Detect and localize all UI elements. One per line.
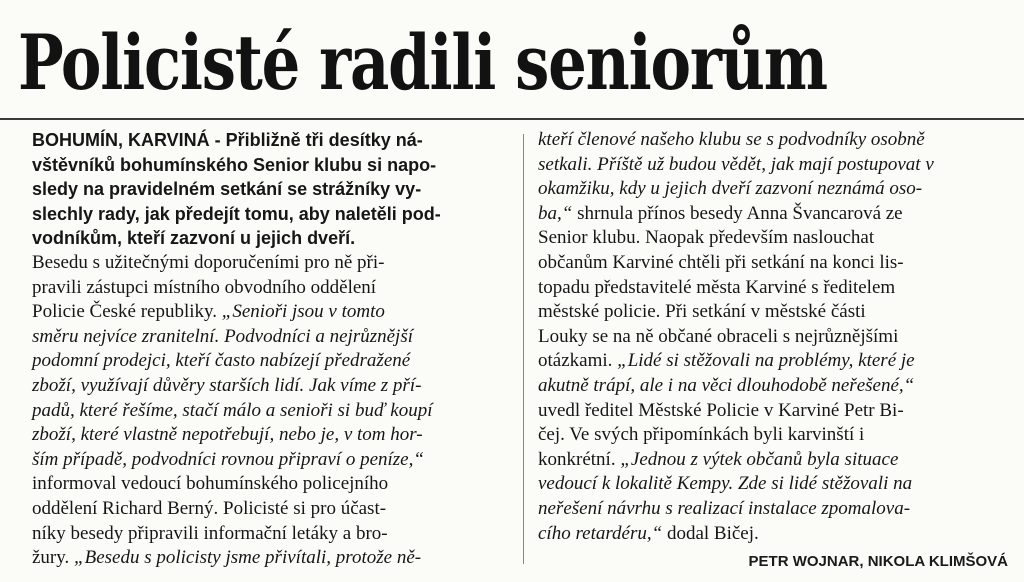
text-line [32,522,388,546]
lead-text: vodníkům, kteří zazvoní u jejich dveří. [32,228,356,249]
quote-text: zboží, využívají důvěry starších lidí. Jak víme z pří- [32,375,422,396]
text-line [538,251,904,275]
body-text: shrnula přínos besedy Anna Švancarová ze [572,202,903,224]
quote-text: zboží, které vlastně nepotřebují, nebo je, v tom hor- [32,424,423,446]
lead-text: BOHUMÍN, KARVINÁ - Přibližně tři desítky ná- [32,130,423,150]
quote-text: setkali. Příště už budou vědět, jak mají postupovat v [538,153,934,175]
body-text: konkrétní. [538,448,621,470]
body-text: městské policie. Při setkání v městské části [538,301,866,323]
text-line [32,153,436,177]
text-line [32,349,410,373]
quote-text: okamžiku, kdy u jejich dveří zazvoní neznámá oso- [538,178,923,200]
text-line [32,202,441,226]
text-line [32,177,421,201]
quote-text: ba,“ [538,202,573,224]
text-line [32,325,413,349]
text-line [538,300,866,324]
body-text: topadu představitelé města Karviné s ředitelem [538,276,896,298]
column-divider [523,134,524,564]
text-line [538,177,922,201]
quote-text: „Besedu s policisty jsme přivítali, protože ně- [74,547,422,569]
quote-text: ším případě, podvodníci rovnou připraví o peníze,“ [32,448,424,470]
text-line [538,202,903,226]
body-text: Policie České republiky. [32,301,222,323]
body-text: Besedu s užitečnými doporučeními pro ně při- [32,252,385,273]
body-text: občanům Karviné chtěli při setkání na konci lis- [538,252,904,273]
body-text: Senior klubu. Naopak především naslouchat [538,227,875,249]
body-text: čej. Ve svých připomínkách byli karvinští i [538,424,865,446]
text-line [32,226,355,250]
text-line [32,276,376,300]
quote-text: cího retardéru,“ [538,522,663,544]
body-text: dodal Bičej. [662,522,759,544]
body-text: informoval vedoucí bohumínského policejního [32,473,389,495]
text-line [538,423,864,447]
text-line [32,399,432,423]
body-text: uvedl ředitel Městské Policie v Karviné Petr Bi- [538,399,904,421]
quote-text: padů, které řešíme, stačí málo a senioři si buď koupí [32,399,433,421]
text-line [538,497,910,521]
text-line [32,448,424,472]
quote-text: vedoucí k lokalitě Kempy. Zde si lidé stěžovali na [538,473,913,495]
text-line [32,423,423,447]
lead-text: slechly rady, jak předejít tomu, aby naletěli pod- [32,203,441,224]
quote-text: kteří členové našeho klubu se s podvodníky osobně [538,129,925,150]
quote-text: „Lidé si stěžovali na problémy, které je [617,350,915,372]
body-text: žury. [32,547,75,569]
quote-text: „Jednou z výtek občanů byla situace [620,448,899,470]
text-line [32,546,421,570]
text-line [538,128,925,152]
text-line [538,276,895,300]
quote-text: směru nejvíce zranitelní. [32,325,220,347]
body-text: otázkami. [538,350,618,372]
text-line [538,374,914,398]
quote-text: podomní prodejci, kteří často nabízejí předražené [32,350,411,372]
headline-rule [0,118,1024,120]
text-line [538,522,759,546]
text-line [538,325,898,349]
lead-text: vštěvníků bohumínského Senior klubu si napo- [32,154,437,175]
body-text: Louky se na ně občané obraceli s nejrůznějšími [538,325,899,347]
text-line [538,399,904,423]
text-line [32,128,423,152]
byline: PETR WOJNAR, NIKOLA KLIMŠOVÁ [748,553,1008,570]
body-text: oddělení Richard Berný. Policisté si pro účast- [32,498,387,519]
text-line [32,251,384,275]
text-line [538,448,898,472]
quote-text: „Senioři jsou v tomto [221,301,385,323]
text-line [32,472,388,496]
quote-text: neřešení návrhu s realizací instalace zpomalova- [538,498,911,519]
text-line [32,300,385,324]
headline: Policisté radili seniorům [18,18,827,107]
quote-text: Podvodníci a nejrůznější [219,325,413,347]
text-line [538,349,915,373]
text-line [538,226,874,250]
text-line [538,472,912,496]
lead-text: sledy na pravidelném setkání se strážníky vy- [32,179,422,200]
text-line [538,153,934,177]
text-line [32,497,386,521]
quote-text: akutně trápí, ale i na věci dlouhodobě neřešené,“ [538,375,915,396]
body-text: níky besedy připravili informační letáky a bro- [32,522,388,544]
text-line [32,374,421,398]
body-text: pravili zástupci místního obvodního oddělení [32,276,377,298]
